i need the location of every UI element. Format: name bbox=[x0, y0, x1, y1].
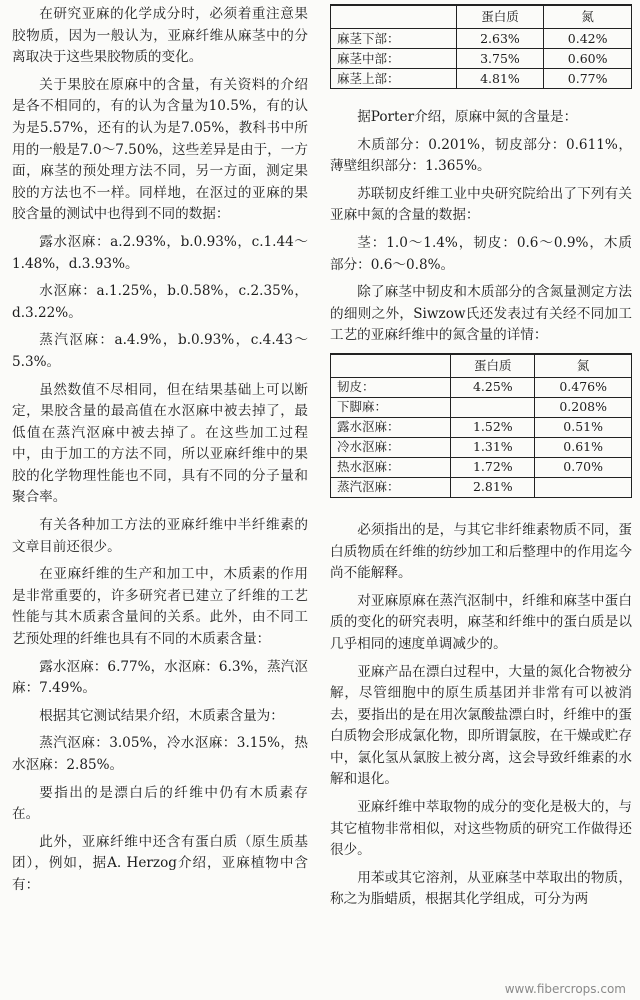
table-row bbox=[331, 69, 632, 89]
table-row bbox=[331, 457, 632, 477]
stem-protein-table bbox=[330, 4, 632, 89]
table-header-cell: 氮 bbox=[535, 354, 632, 378]
paragraph-bleached-lignin: 要指出的是漂白后的纤维中仍有木质素存在。 bbox=[12, 784, 308, 823]
table-cell: 下脚麻： bbox=[331, 397, 451, 417]
paragraph-pectin-content: 关于果胶在原麻中的含量，有关资料的介绍是各不相同的，有的认为含量为10.5%，有的认为是5.57%，还有的认为是7.05%，教科书中所用的一般是7.0～7.50%，这些差异是由于，一方面，麻茎的预处理方法不同，另一方面，测定果胶的方法也不一样。同样地，在沤过的亚麻的果胶含量的测试中也得到不同的数据： bbox=[12, 76, 308, 223]
table-row bbox=[331, 417, 632, 437]
table-cell: 0.70% bbox=[535, 457, 632, 477]
paragraph-waxes: 用苯或其它溶剂，从亚麻茎中萃取出的物质，称之为脂蜡质，根据其化学组成，可分为两 bbox=[330, 869, 632, 908]
table-cell: 3.75% bbox=[456, 49, 544, 69]
table-cell: 1.31% bbox=[451, 437, 535, 457]
watermark: www.fibercrops.com bbox=[504, 982, 626, 996]
table-cell: 4.25% bbox=[451, 377, 535, 397]
table-header-row bbox=[331, 354, 632, 378]
table-cell: 冷水沤麻： bbox=[331, 437, 451, 457]
table-cell: 韧皮： bbox=[331, 377, 451, 397]
paragraph-bleaching: 亚麻产品在漂白过程中，大量的氮化合物被分解，尽管细胞中的原生质基团并非常有可以被消去，要指出的是在用次氯酸盐漂白时，纤维中的蛋白质物会形成氯化物，即所谓氯胺，在干燥或贮存中，氯化氢从氯胺上被分离，这会导致纤维素的水解和退化。 bbox=[330, 663, 632, 788]
left-column bbox=[12, 4, 308, 903]
table-cell: 4.81% bbox=[456, 69, 544, 89]
paragraph-pectin-conclusion: 虽然数值不尽相同，但在结果基础上可以断定，果胶含量的最高值在水沤麻中被去掉了，最低值在蒸汽沤麻中被去掉了。在这些加工过程中，由于加工的方法不同，所以亚麻纤维中的果胶的化学物理性能也不同，具有不同的分子量和聚合率。 bbox=[12, 381, 308, 506]
paragraph-steam-retting-pectin: 蒸汽沤麻：a.4.9%，b.0.93%，c.4.43～5.3%。 bbox=[12, 332, 308, 370]
table-cell: 麻茎上部： bbox=[331, 69, 457, 89]
table-row bbox=[331, 377, 632, 397]
paragraph-siwzow: 除了麻茎中韧皮和木质部分的含氮量测定方法的细则之外，Siwzow氏还发表过有关经不同加工工艺的亚麻纤维中的氮含量的详情： bbox=[330, 284, 632, 344]
paragraph-water-retting-pectin: 水沤麻：a.1.25%，b.0.58%，c.2.35%，d.3.22%。 bbox=[12, 283, 308, 321]
paragraph-steam-protein: 对亚麻原麻在蒸汽沤制中，纤维和麻茎中蛋白质的变化的研究表明，麻茎和纤维中的蛋白质是以几乎相同的速度单调减少的。 bbox=[330, 592, 632, 652]
paragraph-hemicellulose: 有关各种加工方法的亚麻纤维中半纤维素的文章目前还很少。 bbox=[12, 517, 308, 555]
paragraph-lignin-role: 在亚麻纤维的生产和加工中，木质素的作用是非常重要的，许多研究者已建立了纤维的工艺性能与其木质素含量间的关系。此外，由不同工艺预处理的纤维也具有不同的木质素含量： bbox=[12, 566, 308, 648]
table-cell: 麻茎下部： bbox=[331, 29, 457, 49]
table-cell: 1.52% bbox=[451, 417, 535, 437]
table-cell: 0.61% bbox=[535, 437, 632, 457]
table-cell: 0.42% bbox=[544, 29, 632, 49]
paragraph-lignin-values: 露水沤麻：6.77%，水沤麻：6.3%，蒸汽沤麻：7.49%。 bbox=[12, 658, 308, 697]
paragraph-lignin-other: 根据其它测试结果介绍，木质素含量为： bbox=[39, 707, 284, 724]
paragraph-lignin-retting: 蒸汽沤麻：3.05%，冷水沤麻：3.15%，热水沤麻：2.85%。 bbox=[12, 735, 308, 773]
paragraph-porter: 据Porter介绍，原麻中氮的含量是： bbox=[357, 109, 578, 125]
table-cell: 0.208% bbox=[535, 397, 632, 417]
table-cell: 0.77% bbox=[544, 69, 632, 89]
paragraph-extractives: 亚麻纤维中萃取物的成分的变化是极大的，与其它植物非常相似，对这些物质的研究工作做得还很少。 bbox=[330, 799, 632, 859]
paragraph-porter-values: 木质部分：0.201%，韧皮部分：0.611%，薄壁组织部分：1.365%。 bbox=[330, 136, 632, 175]
right-column bbox=[330, 4, 632, 917]
table-row bbox=[331, 49, 632, 69]
paragraph-pectin-intro: 在研究亚麻的化学成分时，必须着重注意果胶物质，因为一般认为，亚麻纤维从麻茎中的分离取决于这些果胶物质的变化。 bbox=[12, 6, 308, 66]
table-cell bbox=[535, 477, 632, 497]
paragraph-soviet-values: 茎：1.0～1.4%，韧皮：0.6～0.9%，木质部分：0.6～0.8%。 bbox=[330, 234, 632, 273]
paragraph-protein-intro: 此外，亚麻纤维中还含有蛋白质（原生质基团），例如，据A. Herzog介绍，亚麻植物中含有： bbox=[12, 833, 308, 893]
table-cell: 蒸汽沤麻： bbox=[331, 477, 451, 497]
table-cell: 2.63% bbox=[456, 29, 544, 49]
paragraph-protein-role: 必须指出的是，与其它非纤维素物质不同，蛋白质物质在纤维的纺纱加工和后整理中的作用迄今尚不能解释。 bbox=[330, 521, 632, 582]
table-row bbox=[331, 29, 632, 49]
table-header-row bbox=[331, 5, 632, 29]
table-cell: 0.476% bbox=[535, 377, 632, 397]
table-cell: 露水沤麻： bbox=[331, 417, 451, 437]
table-cell: 2.81% bbox=[451, 477, 535, 497]
paragraph-soviet-institute: 苏联韧皮纤维工业中央研究院给出了下列有关亚麻中氮的含量的数据： bbox=[330, 185, 632, 224]
table-header-cell: 蛋白质 bbox=[451, 354, 535, 378]
table-cell: 0.51% bbox=[535, 417, 632, 437]
table-row bbox=[331, 437, 632, 457]
table-header-cell: 蛋白质 bbox=[456, 5, 544, 29]
table-header-cell: 氮 bbox=[544, 5, 632, 29]
table-cell: 1.72% bbox=[451, 457, 535, 477]
table-header-cell bbox=[331, 5, 457, 29]
table-row bbox=[331, 397, 632, 417]
retting-protein-table bbox=[330, 353, 632, 498]
paragraph-dew-retting-pectin: 露水沤麻：a.2.93%，b.0.93%，c.1.44～1.48%，d.3.93%。 bbox=[12, 233, 308, 272]
table-cell: 热水沤麻： bbox=[331, 457, 451, 477]
table-cell: 麻茎中部： bbox=[331, 49, 457, 69]
table-row bbox=[331, 477, 632, 497]
table-header-cell bbox=[331, 354, 451, 378]
table-cell bbox=[451, 397, 535, 417]
table-cell: 0.60% bbox=[544, 49, 632, 69]
